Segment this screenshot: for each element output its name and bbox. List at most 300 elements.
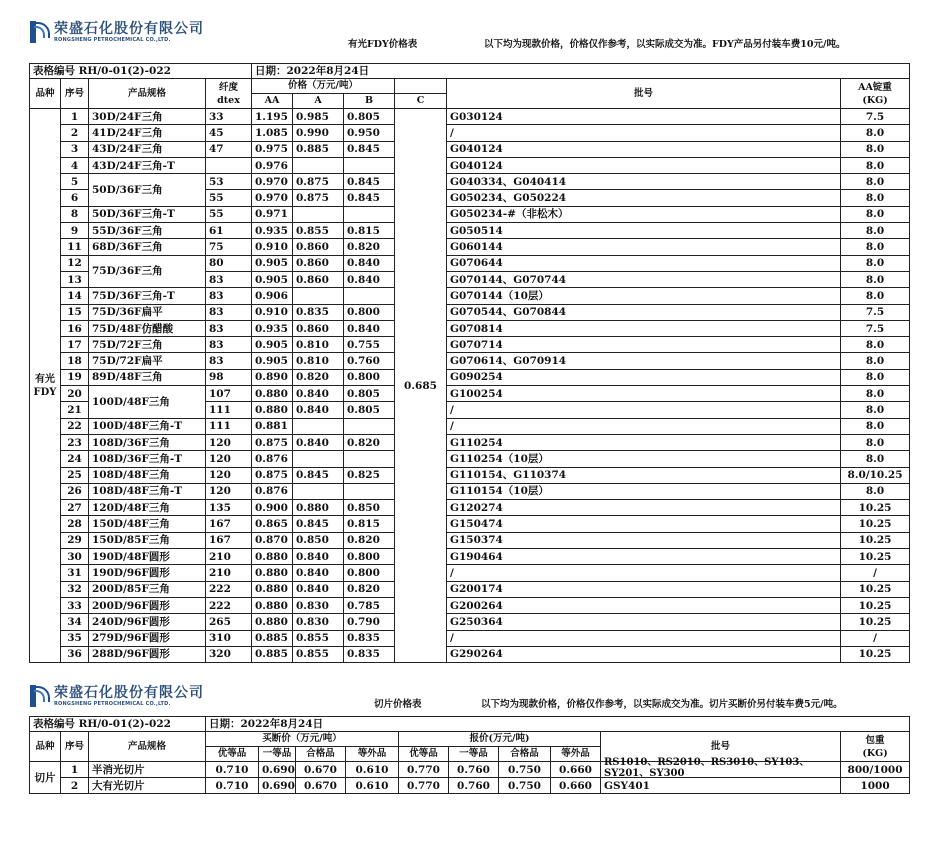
price-a-cell: 0.840 xyxy=(293,402,344,418)
buyout-first-cell: 0.690 xyxy=(259,778,296,794)
header-quote-price: 报价(万元/吨) xyxy=(399,732,601,747)
table-row xyxy=(30,255,910,271)
price-b-cell xyxy=(344,288,395,304)
table-row xyxy=(30,630,910,646)
price-a-cell: 0.875 xyxy=(293,190,344,206)
form-number: 表格编号 RH/0-01(2)-022 xyxy=(30,717,206,732)
lot-cell: G150374 xyxy=(447,532,841,548)
seq-cell: 16 xyxy=(61,320,89,336)
price-b-cell: 0.760 xyxy=(344,353,395,369)
dtex-cell: 167 xyxy=(206,532,252,548)
spec-cell: 108D/48F三角-T xyxy=(89,483,206,499)
weight-cell: 8.0 xyxy=(841,239,910,255)
price-b-cell xyxy=(344,206,395,222)
lot-cell: G250364 xyxy=(447,614,841,630)
header-weight xyxy=(841,79,910,109)
price-a-cell: 0.830 xyxy=(293,614,344,630)
price-a-cell: 0.845 xyxy=(293,467,344,483)
lot-cell: G120274 xyxy=(447,500,841,516)
header-weight-label: AA锭重 xyxy=(858,81,892,93)
company-logo xyxy=(30,21,204,43)
price-aa-cell: 0.875 xyxy=(252,467,293,483)
lot-cell: G290264 xyxy=(447,646,841,662)
lot-cell: G040124 xyxy=(447,141,841,157)
price-aa-cell: 0.875 xyxy=(252,434,293,450)
seq-cell: 14 xyxy=(61,288,89,304)
weight-cell: 10.25 xyxy=(841,581,910,597)
dtex-cell: 135 xyxy=(206,500,252,516)
header-buyout-price: 买断价（万元/吨） xyxy=(206,732,399,747)
lot-cell: G110254（10层） xyxy=(447,451,841,467)
header-c: C xyxy=(395,94,447,109)
table-row xyxy=(30,320,910,336)
lot-cell: / xyxy=(447,402,841,418)
price-aa-cell: 1.195 xyxy=(252,109,293,125)
lot-cell: G200264 xyxy=(447,597,841,613)
spec-cell: 75D/36F三角-T xyxy=(89,288,206,304)
rongsheng-logo-icon xyxy=(30,21,48,43)
lot-cell: / xyxy=(447,418,841,434)
price-b-cell xyxy=(344,157,395,173)
company-name-en: RONGSHENG PETROCHEMICAL CO.,LTD. xyxy=(54,36,171,43)
price-b-cell: 0.840 xyxy=(344,320,395,336)
price-b-cell: 0.755 xyxy=(344,337,395,353)
chip-sheet-note: 以下均为现款价格，价格仅作参考，以实际成交为准。切片买断价另付装车费5元/吨。 xyxy=(481,699,843,710)
dtex-cell: 55 xyxy=(206,190,252,206)
header-weight-unit: (KG) xyxy=(862,747,888,759)
spec-cell: 30D/24F三角 xyxy=(89,109,206,125)
table-row xyxy=(30,239,910,255)
price-b-cell: 0.805 xyxy=(344,402,395,418)
lot-cell: G190464 xyxy=(447,549,841,565)
table-row xyxy=(30,157,910,173)
price-b-cell: 0.820 xyxy=(344,532,395,548)
header-weight xyxy=(841,732,910,762)
lot-cell: / xyxy=(447,565,841,581)
dtex-cell: 111 xyxy=(206,418,252,434)
weight-cell: 8.0 xyxy=(841,174,910,190)
header-row xyxy=(30,732,910,747)
spec-cell: 75D/72F三角 xyxy=(89,337,206,353)
price-b-cell: 0.820 xyxy=(344,581,395,597)
price-a-cell: 0.860 xyxy=(293,255,344,271)
price-a-cell: 0.880 xyxy=(293,500,344,516)
weight-cell: 10.25 xyxy=(841,532,910,548)
quote-off-cell: 0.660 xyxy=(551,762,601,778)
spec-cell: 43D/24F三角 xyxy=(89,141,206,157)
price-a-cell: 0.835 xyxy=(293,304,344,320)
header-buy-qualified: 合格品 xyxy=(296,747,346,762)
price-b-cell: 0.840 xyxy=(344,271,395,287)
variety-cell: 切片 xyxy=(30,762,61,794)
header-b: B xyxy=(344,94,395,109)
table-row xyxy=(30,500,910,516)
price-a-cell: 0.845 xyxy=(293,516,344,532)
price-b-cell: 0.800 xyxy=(344,549,395,565)
buyout-off-cell: 0.610 xyxy=(346,778,399,794)
seq-cell: 30 xyxy=(61,549,89,565)
header-quote-qualified: 合格品 xyxy=(499,747,551,762)
price-a-cell: 0.840 xyxy=(293,549,344,565)
header-quote-off: 等外品 xyxy=(551,747,601,762)
fdy-sheet-note: 以下均为现款价格，价格仅作参考，以实际成交为准。FDY产品另付装车费10元/吨。 xyxy=(484,39,846,50)
price-aa-cell: 0.900 xyxy=(252,500,293,516)
price-b-cell xyxy=(344,451,395,467)
table-row xyxy=(30,109,910,125)
quote-premium-cell: 0.770 xyxy=(399,778,449,794)
weight-cell: 8.0 xyxy=(841,288,910,304)
price-aa-cell: 0.910 xyxy=(252,304,293,320)
price-a-cell: 0.850 xyxy=(293,532,344,548)
price-a-cell: 0.875 xyxy=(293,174,344,190)
spec-cell: 200D/85F三角 xyxy=(89,581,206,597)
buyout-qualified-cell: 0.670 xyxy=(296,778,346,794)
price-b-cell xyxy=(344,483,395,499)
quote-premium-cell: 0.770 xyxy=(399,762,449,778)
header-quote-premium: 优等品 xyxy=(399,747,449,762)
table-row xyxy=(30,353,910,369)
seq-cell: 34 xyxy=(61,614,89,630)
weight-cell: 800/1000 xyxy=(841,762,910,778)
fdy-sheet-title: 有光FDY价格表 xyxy=(348,39,418,50)
table-row xyxy=(30,549,910,565)
spec-cell: 100D/48F三角-T xyxy=(89,418,206,434)
price-a-cell xyxy=(293,418,344,434)
buyout-premium-cell: 0.710 xyxy=(206,762,259,778)
header-spec: 产品规格 xyxy=(89,732,206,762)
spec-cell: 41D/24F三角 xyxy=(89,125,206,141)
dtex-cell: 120 xyxy=(206,434,252,450)
weight-cell: 8.0 xyxy=(841,353,910,369)
seq-cell: 11 xyxy=(61,239,89,255)
price-a-cell: 0.855 xyxy=(293,646,344,662)
lot-cell: G100254 xyxy=(447,386,841,402)
price-a-cell: 0.810 xyxy=(293,353,344,369)
table-row xyxy=(30,369,910,385)
seq-cell: 12 xyxy=(61,255,89,271)
dtex-cell: 83 xyxy=(206,271,252,287)
weight-cell: 8.0 xyxy=(841,223,910,239)
price-aa-cell: 0.905 xyxy=(252,353,293,369)
dtex-cell: 265 xyxy=(206,614,252,630)
price-b-cell: 0.800 xyxy=(344,565,395,581)
price-aa-cell: 0.890 xyxy=(252,369,293,385)
weight-cell: 10.25 xyxy=(841,614,910,630)
price-aa-cell: 0.885 xyxy=(252,630,293,646)
form-info-row xyxy=(30,717,910,732)
seq-cell: 21 xyxy=(61,402,89,418)
lot-cell: G070544、G070844 xyxy=(447,304,841,320)
weight-cell: 10.25 xyxy=(841,500,910,516)
price-a-cell: 0.985 xyxy=(293,109,344,125)
spec-cell: 半消光切片 xyxy=(89,762,206,778)
lot-cell: G090254 xyxy=(447,369,841,385)
dtex-cell: 83 xyxy=(206,320,252,336)
table-row xyxy=(30,614,910,630)
price-aa-cell: 0.876 xyxy=(252,451,293,467)
weight-cell: / xyxy=(841,630,910,646)
price-aa-cell: 0.905 xyxy=(252,337,293,353)
header-buy-premium: 优等品 xyxy=(206,747,259,762)
spec-cell: 108D/36F三角-T xyxy=(89,451,206,467)
price-a-cell: 0.860 xyxy=(293,239,344,255)
weight-cell: 8.0 xyxy=(841,125,910,141)
header-lot: 批号 xyxy=(447,79,841,109)
lot-cell: G060144 xyxy=(447,239,841,255)
price-b-cell: 0.790 xyxy=(344,614,395,630)
lot-cell: G150474 xyxy=(447,516,841,532)
spec-cell: 68D/36F三角 xyxy=(89,239,206,255)
price-c-cell: 0.685 xyxy=(395,109,447,663)
header-buy-first: 一等品 xyxy=(259,747,296,762)
table-row xyxy=(30,778,910,794)
sheet-date: 日期：2022年8月24日 xyxy=(206,717,910,732)
seq-cell: 22 xyxy=(61,418,89,434)
seq-cell: 25 xyxy=(61,467,89,483)
price-aa-cell: 0.885 xyxy=(252,646,293,662)
header-aa: AA xyxy=(252,94,293,109)
variety-line-1: 有光 xyxy=(35,373,55,385)
price-aa-cell: 0.905 xyxy=(252,271,293,287)
lot-cell: G050514 xyxy=(447,223,841,239)
weight-cell: 10.25 xyxy=(841,646,910,662)
table-row xyxy=(30,762,910,778)
price-b-cell: 0.820 xyxy=(344,434,395,450)
spec-cell: 50D/36F三角 xyxy=(89,174,206,207)
table-row xyxy=(30,565,910,581)
seq-cell: 8 xyxy=(61,206,89,222)
lot-cell: GSY401 xyxy=(601,778,841,794)
spec-cell: 75D/36F三角 xyxy=(89,255,206,288)
price-a-cell xyxy=(293,483,344,499)
dtex-cell: 111 xyxy=(206,402,252,418)
price-aa-cell: 0.971 xyxy=(252,206,293,222)
company-name-en: RONGSHENG PETROCHEMICAL CO.,LTD. xyxy=(54,700,171,707)
seq-cell: 2 xyxy=(61,125,89,141)
lot-cell: G050234、G050224 xyxy=(447,190,841,206)
seq-cell: 15 xyxy=(61,304,89,320)
weight-cell: 10.25 xyxy=(841,516,910,532)
quote-qualified-cell: 0.750 xyxy=(499,762,551,778)
price-aa-cell: 0.880 xyxy=(252,386,293,402)
weight-cell: 8.0 xyxy=(841,418,910,434)
lot-cell: G070644 xyxy=(447,255,841,271)
price-aa-cell: 1.085 xyxy=(252,125,293,141)
buyout-off-cell: 0.610 xyxy=(346,762,399,778)
buyout-premium-cell: 0.710 xyxy=(206,778,259,794)
dtex-cell: 45 xyxy=(206,125,252,141)
price-a-cell: 0.830 xyxy=(293,597,344,613)
sheet-date: 日期：2022年8月24日 xyxy=(252,64,910,79)
price-aa-cell: 0.881 xyxy=(252,418,293,434)
table-row xyxy=(30,125,910,141)
quote-first-cell: 0.760 xyxy=(449,778,499,794)
header-seq: 序号 xyxy=(61,732,89,762)
price-a-cell: 0.860 xyxy=(293,271,344,287)
header-buy-off: 等外品 xyxy=(346,747,399,762)
header-row xyxy=(30,79,910,94)
chip-sheet-title: 切片价格表 xyxy=(374,699,422,710)
price-b-cell: 0.835 xyxy=(344,646,395,662)
header-spec: 产品规格 xyxy=(89,79,206,109)
lot-cell: G110254 xyxy=(447,434,841,450)
lot-cell: G200174 xyxy=(447,581,841,597)
weight-cell: 1000 xyxy=(841,778,910,794)
price-b-cell: 0.845 xyxy=(344,174,395,190)
price-b-cell: 0.825 xyxy=(344,467,395,483)
header-fineness xyxy=(206,79,252,109)
price-a-cell: 0.885 xyxy=(293,141,344,157)
dtex-cell: 83 xyxy=(206,288,252,304)
price-b-cell: 0.820 xyxy=(344,239,395,255)
table-row xyxy=(30,646,910,662)
price-aa-cell: 0.880 xyxy=(252,597,293,613)
table-row xyxy=(30,532,910,548)
lot-cell xyxy=(601,757,841,779)
price-a-cell: 0.840 xyxy=(293,386,344,402)
quote-off-cell: 0.660 xyxy=(551,778,601,794)
price-a-cell xyxy=(293,451,344,467)
lot-cell: G070144（10层） xyxy=(447,288,841,304)
table-row xyxy=(30,597,910,613)
seq-cell: 32 xyxy=(61,581,89,597)
dtex-cell: 222 xyxy=(206,597,252,613)
variety-cell xyxy=(30,109,61,663)
dtex-cell: 83 xyxy=(206,353,252,369)
seq-cell: 23 xyxy=(61,434,89,450)
spec-cell: 75D/36F扁平 xyxy=(89,304,206,320)
dtex-cell: 80 xyxy=(206,255,252,271)
seq-cell: 31 xyxy=(61,565,89,581)
weight-cell: 8.0 xyxy=(841,190,910,206)
seq-cell: 20 xyxy=(61,386,89,402)
seq-cell: 5 xyxy=(61,174,89,190)
price-a-cell: 0.840 xyxy=(293,581,344,597)
price-aa-cell: 0.880 xyxy=(252,402,293,418)
header-fineness-label: 纤度 xyxy=(218,81,238,93)
price-aa-cell: 0.935 xyxy=(252,320,293,336)
dtex-cell: 107 xyxy=(206,386,252,402)
form-info-row xyxy=(30,64,910,79)
weight-cell: 8.0 xyxy=(841,141,910,157)
spec-cell: 190D/48F圆形 xyxy=(89,549,206,565)
dtex-cell: 98 xyxy=(206,369,252,385)
seq-cell: 18 xyxy=(61,353,89,369)
weight-cell: 8.0 xyxy=(841,206,910,222)
table-row xyxy=(30,483,910,499)
rongsheng-logo-icon xyxy=(30,685,48,707)
company-name-cn: 荣盛石化股份有限公司 xyxy=(54,684,204,701)
spec-cell: 89D/48F三角 xyxy=(89,369,206,385)
price-a-cell: 0.810 xyxy=(293,337,344,353)
dtex-cell: 210 xyxy=(206,565,252,581)
dtex-cell: 222 xyxy=(206,581,252,597)
seq-cell: 13 xyxy=(61,271,89,287)
spec-cell: 75D/48F仿醋酸 xyxy=(89,320,206,336)
price-aa-cell: 0.906 xyxy=(252,288,293,304)
price-b-cell: 0.815 xyxy=(344,516,395,532)
price-b-cell: 0.800 xyxy=(344,369,395,385)
seq-cell: 3 xyxy=(61,141,89,157)
table-row xyxy=(30,141,910,157)
price-b-cell: 0.785 xyxy=(344,597,395,613)
dtex-cell: 120 xyxy=(206,467,252,483)
dtex-cell xyxy=(206,157,252,173)
table-row xyxy=(30,288,910,304)
spec-cell: 200D/96F圆形 xyxy=(89,597,206,613)
spec-cell: 108D/36F三角 xyxy=(89,434,206,450)
spec-cell: 120D/48F三角 xyxy=(89,500,206,516)
dtex-cell: 210 xyxy=(206,549,252,565)
weight-cell: 10.25 xyxy=(841,597,910,613)
table-row xyxy=(30,174,910,190)
seq-cell: 24 xyxy=(61,451,89,467)
quote-qualified-cell: 0.750 xyxy=(499,778,551,794)
table-row xyxy=(30,337,910,353)
weight-cell: 8.0 xyxy=(841,157,910,173)
price-b-cell: 0.850 xyxy=(344,500,395,516)
price-a-cell: 0.820 xyxy=(293,369,344,385)
price-b-cell: 0.800 xyxy=(344,304,395,320)
price-aa-cell: 0.880 xyxy=(252,565,293,581)
price-aa-cell: 0.865 xyxy=(252,516,293,532)
fdy-price-table xyxy=(29,63,910,663)
price-a-cell xyxy=(293,157,344,173)
weight-cell: 8.0 xyxy=(841,386,910,402)
header-weight-label: 包重 xyxy=(865,734,885,746)
price-a-cell: 0.840 xyxy=(293,565,344,581)
table-row xyxy=(30,516,910,532)
lot-cell: G070814 xyxy=(447,320,841,336)
weight-cell: 8.0 xyxy=(841,255,910,271)
price-aa-cell: 0.870 xyxy=(252,532,293,548)
lot-cell: G050234-#（非松木） xyxy=(447,206,841,222)
header-weight-unit: (KG) xyxy=(862,94,888,106)
chip-price-table xyxy=(29,716,910,794)
weight-cell: 7.5 xyxy=(841,109,910,125)
seq-cell: 33 xyxy=(61,597,89,613)
lot-cell: G040124 xyxy=(447,157,841,173)
dtex-cell: 53 xyxy=(206,174,252,190)
weight-cell: 8.0/10.25 xyxy=(841,467,910,483)
dtex-cell: 320 xyxy=(206,646,252,662)
weight-cell: 8.0 xyxy=(841,483,910,499)
weight-cell: / xyxy=(841,565,910,581)
spec-cell: 55D/36F三角 xyxy=(89,223,206,239)
table-row xyxy=(30,223,910,239)
lot-cell: G070614、G070914 xyxy=(447,353,841,369)
weight-cell: 10.25 xyxy=(841,549,910,565)
dtex-cell: 120 xyxy=(206,451,252,467)
company-logo-2 xyxy=(30,685,204,707)
seq-cell: 2 xyxy=(61,778,89,794)
header-variety: 品种 xyxy=(30,732,61,762)
dtex-cell: 61 xyxy=(206,223,252,239)
header-fineness-unit: dtex xyxy=(217,94,240,106)
spec-cell: 43D/24F三角-T xyxy=(89,157,206,173)
quote-first-cell: 0.760 xyxy=(449,762,499,778)
header-quote-first: 一等品 xyxy=(449,747,499,762)
table-row xyxy=(30,467,910,483)
header-a: A xyxy=(293,94,344,109)
dtex-cell: 55 xyxy=(206,206,252,222)
variety-line-2: FDY xyxy=(33,386,57,398)
spec-cell: 279D/96F圆形 xyxy=(89,630,206,646)
weight-cell: 7.5 xyxy=(841,304,910,320)
price-a-cell: 0.855 xyxy=(293,630,344,646)
lot-text: RS1010、RS2010、RS3010、SY103、SY201、SY300 xyxy=(604,757,810,779)
price-aa-cell: 0.970 xyxy=(252,174,293,190)
